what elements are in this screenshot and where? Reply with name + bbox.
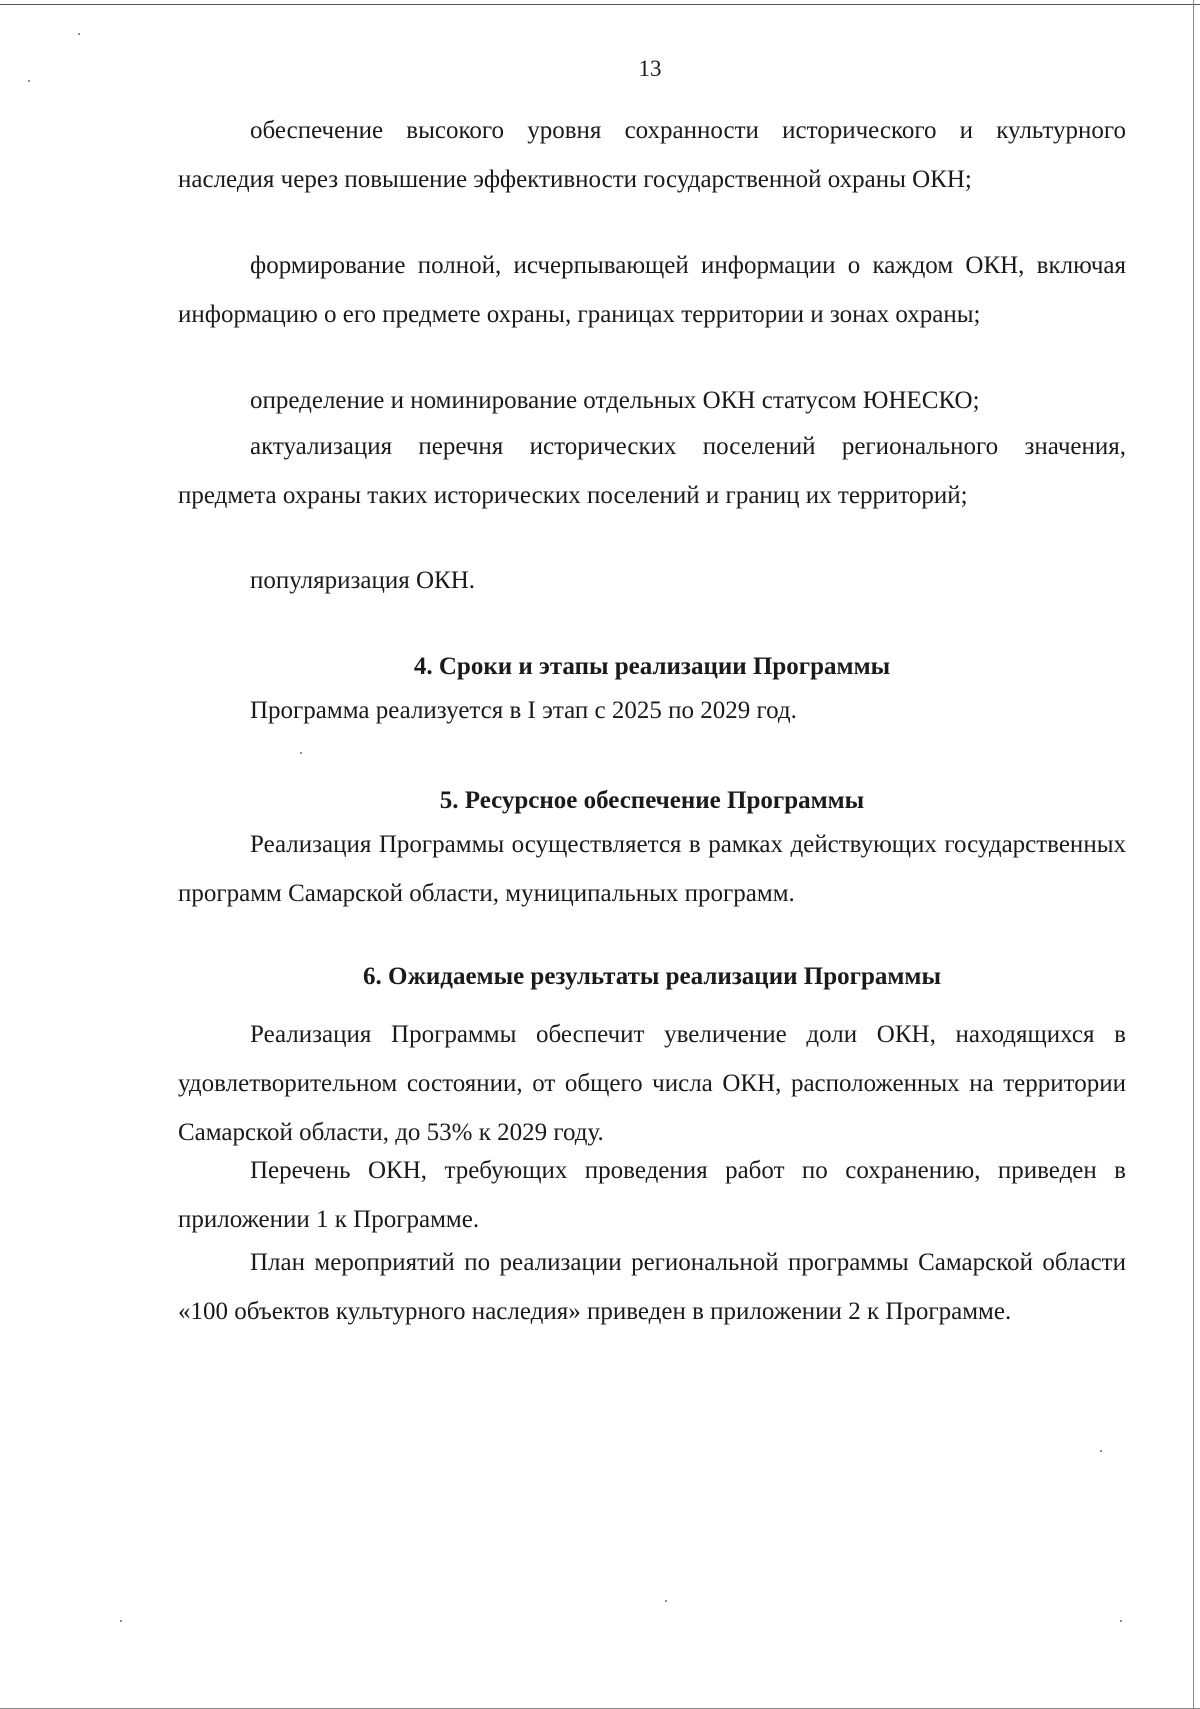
scan-speck	[665, 1600, 667, 1602]
paragraph-historic-settlements: актуализация перечня исторических поселений регионального значения, предмета охраны таких исторических поселений и границ их территорий;	[178, 433, 1126, 509]
section-5-heading: 5. Ресурсное обеспечение Программы	[439, 787, 865, 814]
section-6-list-reference: Перечень ОКН, требующих проведения работ по сохранению, приведен в приложении 1 к Программе.	[178, 1157, 1126, 1233]
paragraph-information: формирование полной, исчерпывающей информации о каждом ОКН, включая информацию о его предмете охраны, границах территории и зонах охраны;	[178, 252, 1126, 328]
section-4-heading: 4. Сроки и этапы реализации Программы	[413, 653, 891, 680]
scan-speck	[1120, 1620, 1122, 1622]
scan-edge-top	[0, 4, 1200, 5]
scan-speck	[1100, 1450, 1102, 1452]
section-6-heading: 6. Ожидаемые результаты реализации Программы	[363, 963, 941, 990]
scan-edge-right	[1193, 0, 1194, 1709]
scan-speck	[78, 33, 80, 35]
section-6-results: Реализация Программы обеспечит увеличение доли ОКН, находящихся в удовлетворительном состоянии, от общего числа ОКН, расположенных на территории Самарской области, до 53% к 2029 году.	[178, 1021, 1126, 1146]
scan-speck	[28, 80, 30, 82]
page-number: 13	[638, 56, 662, 81]
scan-speck	[120, 1620, 122, 1622]
scan-speck	[300, 752, 302, 754]
paragraph-popularization: популяризация ОКН.	[250, 567, 476, 594]
paragraph-preservation: обеспечение высокого уровня сохранности исторического и культурного наследия через повышение эффективности государственной охраны ОКН;	[178, 117, 1126, 193]
paragraph-unesco: определение и номинирование отдельных ОКН статусом ЮНЕСКО;	[250, 387, 980, 414]
section-5-text: Реализация Программы осуществляется в рамках действующих государственных программ Самарской области, муниципальных программ.	[178, 831, 1126, 907]
section-4-text: Программа реализуется в I этап с 2025 по 2029 год.	[250, 697, 797, 724]
section-6-plan-reference: План мероприятий по реализации региональной программы Самарской области «100 объектов культурного наследия» приведен в приложении 2 к Программе.	[178, 1249, 1126, 1325]
